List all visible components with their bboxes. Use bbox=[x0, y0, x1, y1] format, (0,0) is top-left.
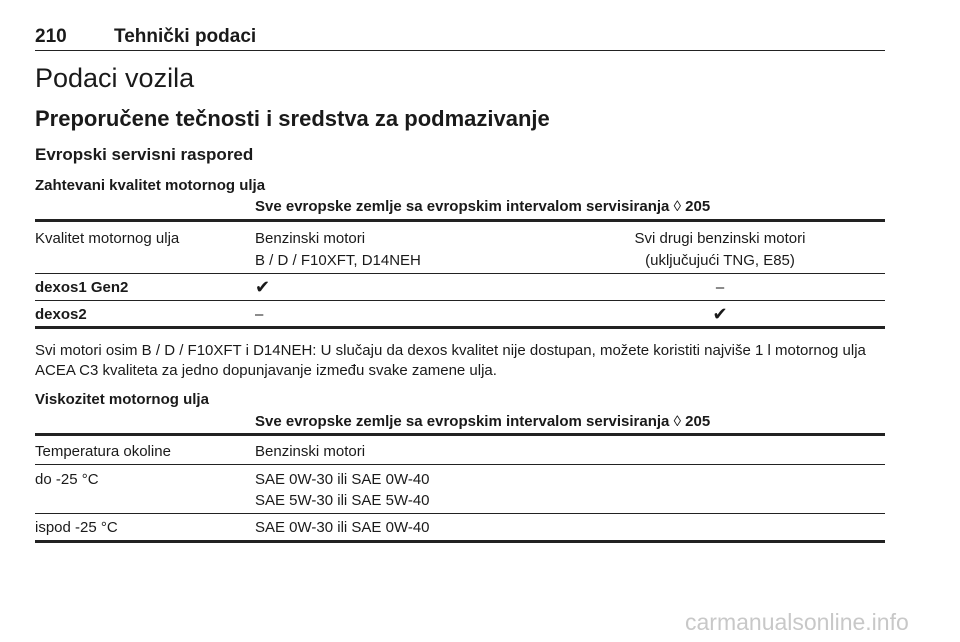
table2-row1-label: do -25 °C bbox=[35, 471, 99, 488]
table1-heading: Zahtevani kvalitet motornog ulja bbox=[35, 177, 266, 194]
table1-header-rule bbox=[35, 273, 885, 274]
page-header bbox=[35, 26, 885, 51]
section-heading: Evropski servisni raspored bbox=[35, 145, 254, 164]
page-title: Podaci vozila bbox=[35, 63, 195, 93]
table1-col2-header-line2: B / D / F10XFT, D14NEH bbox=[255, 252, 421, 269]
table2-col1-header: Temperatura okoline bbox=[35, 443, 171, 460]
table2-top-rule bbox=[35, 433, 885, 436]
table1-row2-label: dexos2 bbox=[35, 306, 87, 323]
table2-row-rule bbox=[35, 513, 885, 514]
table1-col2-header-line1: Benzinski motori bbox=[255, 230, 366, 247]
table1-bottom-rule bbox=[35, 326, 885, 329]
table2-bottom-rule bbox=[35, 540, 885, 543]
table1-caption-text: Sve evropske zemlje sa evropskim intervalom servisiranja bbox=[255, 198, 670, 215]
reference-arrow-icon: ◊ bbox=[673, 413, 681, 430]
table2-row1-line2: SAE 5W-30 ili SAE 5W-40 bbox=[255, 492, 430, 509]
page-number: 210 bbox=[35, 26, 67, 47]
page-subtitle: Preporučene tečnosti i sredstva za podmazivanje bbox=[35, 106, 550, 131]
table2-row2-line1: SAE 0W-30 ili SAE 0W-40 bbox=[255, 519, 430, 536]
table2-col2-header: Benzinski motori bbox=[255, 443, 366, 460]
table1-top-rule bbox=[35, 219, 885, 222]
table1-col3-header-line2: (uključujući TNG, E85) bbox=[645, 252, 795, 269]
watermark: carmanualsonline.info bbox=[685, 609, 909, 635]
table1-row2-col2: – bbox=[255, 306, 264, 323]
table1-caption bbox=[255, 198, 710, 215]
table2-caption bbox=[255, 413, 710, 430]
table2-caption-text: Sve evropske zemlje sa evropskim intervalom servisiranja bbox=[255, 413, 670, 430]
table2-heading: Viskozitet motornog ulja bbox=[35, 391, 209, 408]
reference-arrow-icon: ◊ bbox=[673, 198, 681, 215]
header-section-title: Tehnički podaci bbox=[114, 26, 257, 47]
table2-row1-line1: SAE 0W-30 ili SAE 0W-40 bbox=[255, 471, 430, 488]
table2-header-rule bbox=[35, 464, 885, 465]
checkmark-icon: ✔ bbox=[712, 304, 728, 324]
table1-col1-header: Kvalitet motornog ulja bbox=[35, 230, 180, 247]
table1-row1-label: dexos1 Gen2 bbox=[35, 279, 129, 296]
table2-caption-page-ref[interactable]: 205 bbox=[685, 413, 711, 430]
table1-row-rule bbox=[35, 300, 885, 301]
checkmark-icon: ✔ bbox=[255, 277, 271, 297]
table1-caption-page-ref[interactable]: 205 bbox=[685, 198, 711, 215]
table1-col3-header-line1: Svi drugi benzinski motori bbox=[634, 230, 806, 247]
table2-row2-label: ispod -25 °C bbox=[35, 519, 118, 536]
table1-row1-col3: – bbox=[715, 279, 725, 296]
note-paragraph: Svi motori osim B / D / F10XFT i D14NEH: U slučaju da dexos kvalitet nije dostupan, možete koristiti najviše 1 l motornog ulja ACEA C3 kvaliteta za jedno dopunjavanje između svake zamene ulja. bbox=[35, 342, 866, 379]
